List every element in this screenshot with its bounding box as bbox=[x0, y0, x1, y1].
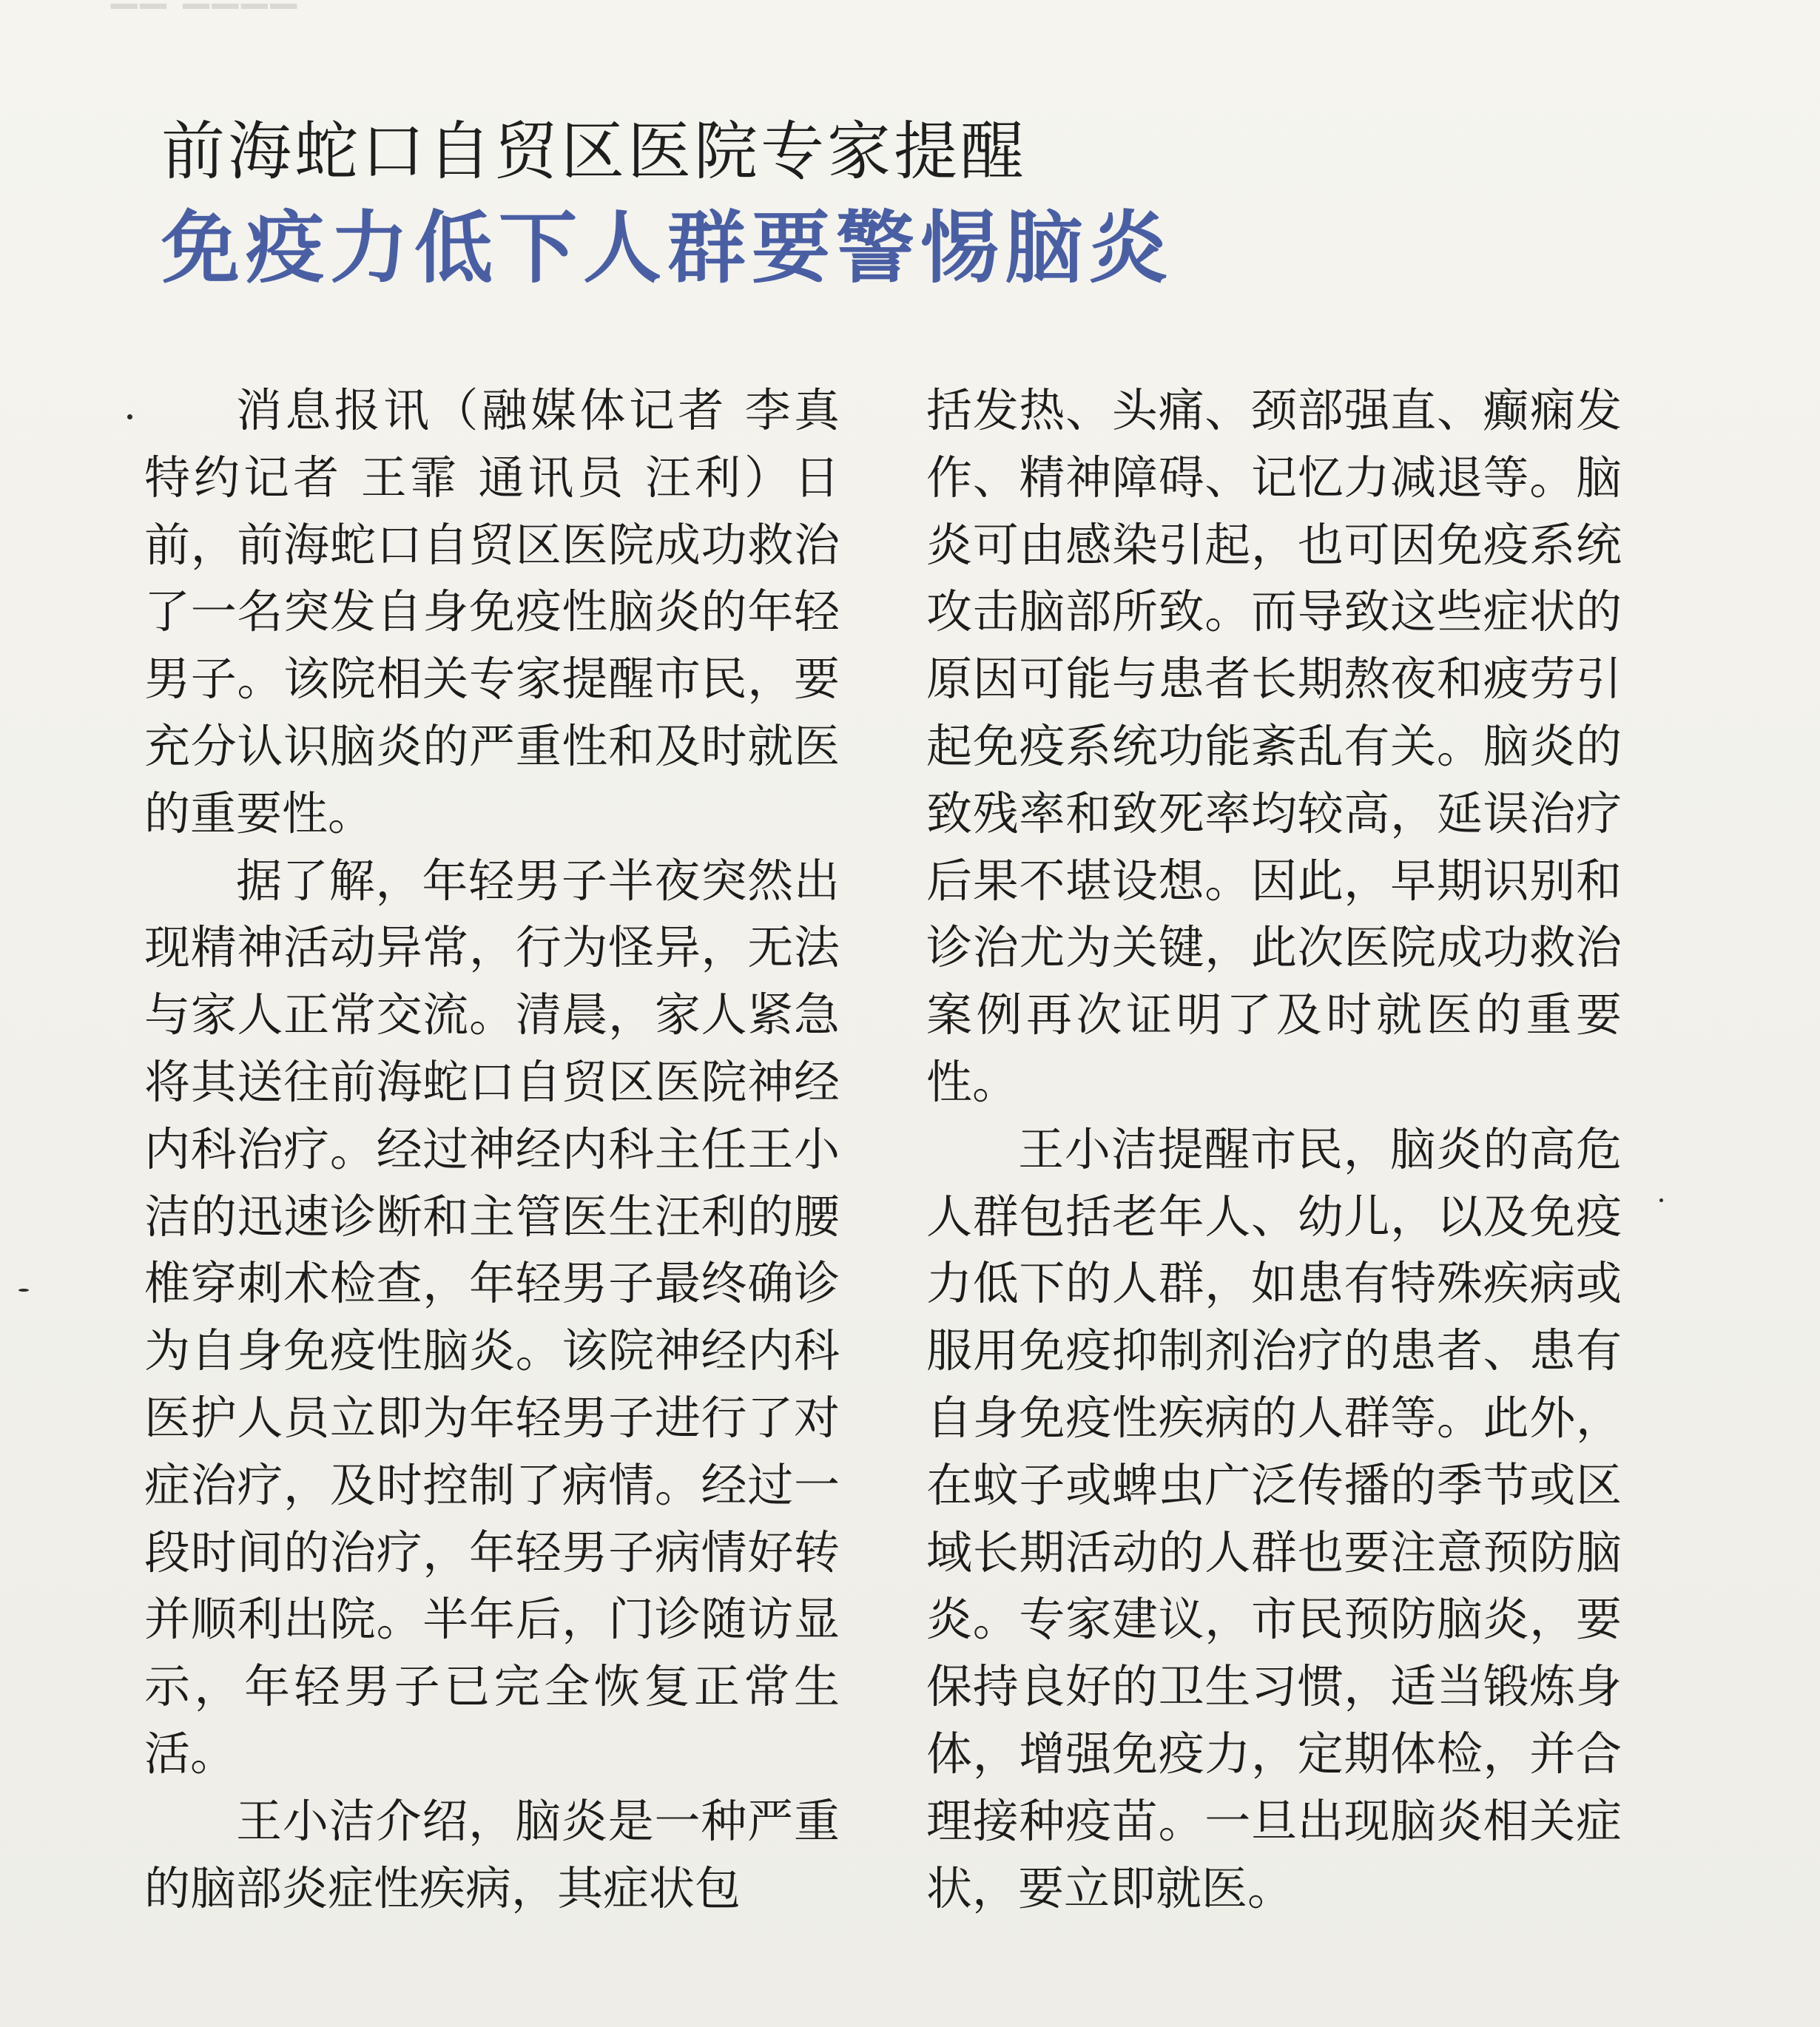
bleed-through-text: ▔▔ ▔▔▔▔ bbox=[111, 4, 300, 44]
article-kicker: 前海蛇口自贸区医院专家提醒 bbox=[161, 115, 1027, 189]
print-speck bbox=[1659, 1198, 1663, 1202]
article-paragraph: 据了解，年轻男子半夜突然出现精神活动异常，行为怪异，无法与家人正常交流。清晨，家人紧急将其送往前海蛇口自贸区医院神经内科治疗。经过神经内科主任王小洁的迅速诊断和主管医生汪利的腰椎穿刺术检查，年轻男子最终确诊为自身免疫性脑炎。该院神经内科医护人员立即为年轻男子进行了对症治疗，及时控制了病情。经过一段时间的治疗，年轻男子病情好转并顺利出院。半年后，门诊随访显示，年轻男子已完全恢复正常生活。 bbox=[144, 853, 840, 1781]
article-column-left bbox=[144, 377, 840, 1922]
article-paragraph: 括发热、头痛、颈部强直、癫痫发作、精神障碍、记忆力减退等。脑炎可由感染引起，也可因免疫系统攻击脑部所致。而导致这些症状的原因可能与患者长期熬夜和疲劳引起免疫系统功能紊乱有关。脑炎的致残率和致死率均较高，延误治疗后果不堪设想。因此，早期识别和诊治尤为关键，此次医院成功救治案例再次证明了及时就医的重要性。 bbox=[926, 383, 1622, 1109]
article-column-right bbox=[926, 377, 1622, 1922]
article-paragraph: 王小洁提醒市民，脑炎的高危人群包括老年人、幼儿，以及免疫力低下的人群，如患有特殊疾病或服用免疫抑制剂治疗的患者、患有自身免疫性疾病的人群等。此外，在蚊子或蜱虫广泛传播的季节或区域长期活动的人群也要注意预防脑炎。专家建议，市民预防脑炎，要保持良好的卫生习惯，适当锻炼身体，增强免疫力，定期体检，并合理接种疫苗。一旦出现脑炎相关症状，要立即就医。 bbox=[926, 1122, 1622, 1915]
print-speck bbox=[18, 1289, 29, 1292]
article-paragraph: 消息报讯（融媒体记者 李真 特约记者 王霏 通讯员 汪利）日前，前海蛇口自贸区医院成功救治了一名突发自身免疫性脑炎的年轻男子。该院相关专家提醒市民，要充分认识脑炎的严重性和及时就医的重要性。 bbox=[144, 383, 840, 840]
article-headline: 免疫力低下人群要警惕脑炎 bbox=[161, 201, 1173, 294]
print-speck bbox=[127, 414, 132, 419]
article-paragraph: 王小洁介绍，脑炎是一种严重的脑部炎症性疾病，其症状包 bbox=[144, 1793, 840, 1915]
